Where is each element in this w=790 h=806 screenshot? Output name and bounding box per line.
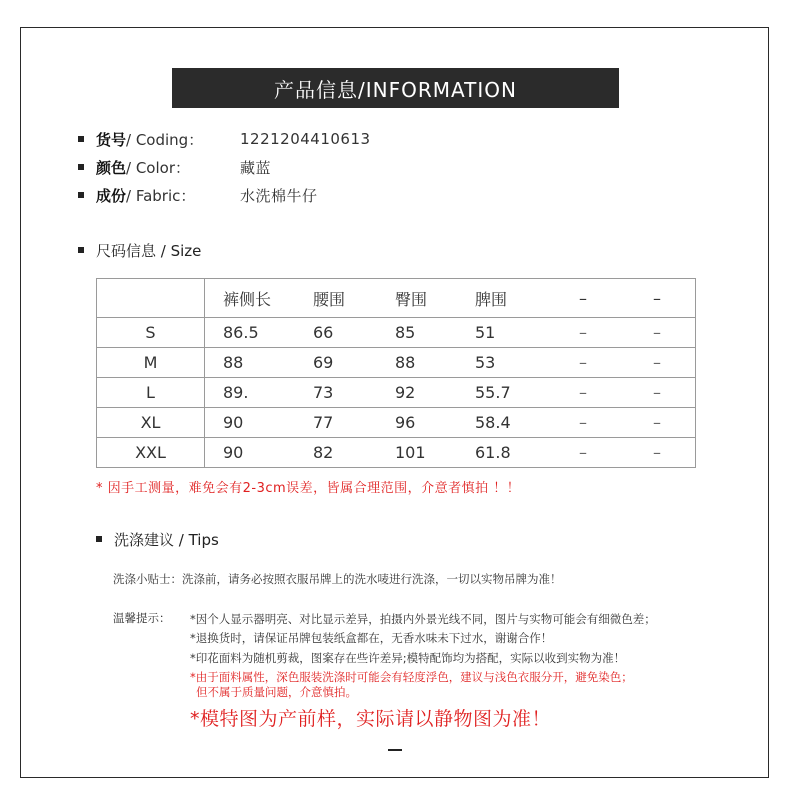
table-cell: 51	[455, 318, 547, 348]
bottom-divider	[388, 749, 402, 751]
table-row	[97, 408, 696, 438]
reminder-line: *因个人显示器明亮、对比显示差异，拍摄内外景光线不同，图片与实物可能会有细微色差；	[190, 612, 656, 626]
title-text: 产品信息/INFORMATION	[274, 77, 517, 102]
table-cell: 53	[455, 348, 547, 378]
size-cell: L	[97, 378, 205, 408]
bullet-icon	[96, 536, 102, 542]
table-cell: 66	[299, 318, 379, 348]
table-cell: 77	[299, 408, 379, 438]
reminder-line: *退换货时，请保证吊牌包装纸盒都在，无香水味未下过水，谢谢合作！	[190, 631, 553, 645]
table-cell: –	[619, 348, 696, 378]
table-header-cell: –	[547, 279, 619, 318]
table-row	[97, 378, 696, 408]
info-key-cn: 颜色	[96, 158, 127, 177]
size-section-heading	[78, 239, 201, 261]
table-cell: –	[547, 378, 619, 408]
tips-section-heading	[96, 528, 219, 550]
section-title-information	[172, 68, 619, 108]
table-cell: 61.8	[455, 438, 547, 468]
bullet-icon	[78, 192, 84, 198]
table-cell: 85	[379, 318, 455, 348]
table-cell: –	[547, 318, 619, 348]
bullet-icon	[78, 136, 84, 142]
table-header-row	[97, 279, 696, 318]
table-cell: 90	[205, 438, 300, 468]
red-note-line: 但不属于质量问题，介意慎拍。	[196, 685, 357, 699]
info-value-color: 藏蓝	[240, 158, 272, 177]
table-header-cell: 臀围	[379, 279, 455, 318]
reminder-line: *印花面料为随机剪裁，图案存在些许差异;模特配饰均为搭配，实际以收到实物为准！	[190, 651, 626, 665]
info-key-en: / Color：	[126, 158, 191, 177]
washing-tip: 洗涤小贴士：洗涤前，请务必按照衣服吊牌上的洗水唛进行洗涤，一切以实物吊牌为准！	[113, 572, 562, 586]
red-note-line: *由于面料属性，深色服装洗涤时可能会有轻度浮色，建议与浅色衣服分开，避免染色；	[190, 670, 633, 684]
table-cell: 82	[299, 438, 379, 468]
size-cell: XL	[97, 408, 205, 438]
table-cell: 90	[205, 408, 300, 438]
info-value-coding: 1221204410613	[240, 130, 371, 148]
table-header-cell: 裤侧长	[205, 279, 300, 318]
table-header-cell: –	[619, 279, 696, 318]
tips-section-label: 洗涤建议 / Tips	[114, 530, 219, 549]
size-table	[96, 278, 696, 468]
info-key-cn: 货号	[96, 130, 127, 149]
reminder-label: 温馨提示：	[113, 611, 171, 625]
info-row-coding	[78, 128, 371, 150]
info-value-fabric: 水洗棉牛仔	[240, 186, 318, 205]
table-header-cell: 脾围	[455, 279, 547, 318]
info-key-en: / Coding：	[126, 130, 204, 149]
table-header-cell	[97, 279, 205, 318]
info-row-fabric	[78, 184, 318, 206]
table-row	[97, 348, 696, 378]
table-cell: 58.4	[455, 408, 547, 438]
table-cell: –	[619, 318, 696, 348]
size-section-label: 尺码信息 / Size	[96, 241, 202, 260]
table-row	[97, 318, 696, 348]
table-cell: 89.	[205, 378, 300, 408]
table-cell: 96	[379, 408, 455, 438]
info-key-en: / Fabric：	[126, 186, 196, 205]
table-cell: –	[619, 378, 696, 408]
measurement-warning: * 因手工测量，难免会有2-3cm误差，皆属合理范围，介意者慎拍 ！！	[96, 481, 521, 496]
table-cell: 88	[379, 348, 455, 378]
table-cell: 88	[205, 348, 300, 378]
table-cell: –	[547, 438, 619, 468]
table-cell: –	[547, 348, 619, 378]
final-note: *模特图为产前样，实际请以静物图为准！	[190, 708, 552, 730]
table-cell: –	[619, 438, 696, 468]
table-cell: 69	[299, 348, 379, 378]
table-cell: –	[547, 408, 619, 438]
table-cell: 101	[379, 438, 455, 468]
bullet-icon	[78, 164, 84, 170]
info-key-cn: 成份	[96, 186, 127, 205]
table-cell: 55.7	[455, 378, 547, 408]
table-cell: 73	[299, 378, 379, 408]
size-cell: S	[97, 318, 205, 348]
table-cell: –	[619, 408, 696, 438]
size-cell: XXL	[97, 438, 205, 468]
table-row	[97, 438, 696, 468]
table-cell: 92	[379, 378, 455, 408]
table-header-cell: 腰围	[299, 279, 379, 318]
size-cell: M	[97, 348, 205, 378]
info-row-color	[78, 156, 272, 178]
bullet-icon	[78, 247, 84, 253]
table-cell: 86.5	[205, 318, 300, 348]
